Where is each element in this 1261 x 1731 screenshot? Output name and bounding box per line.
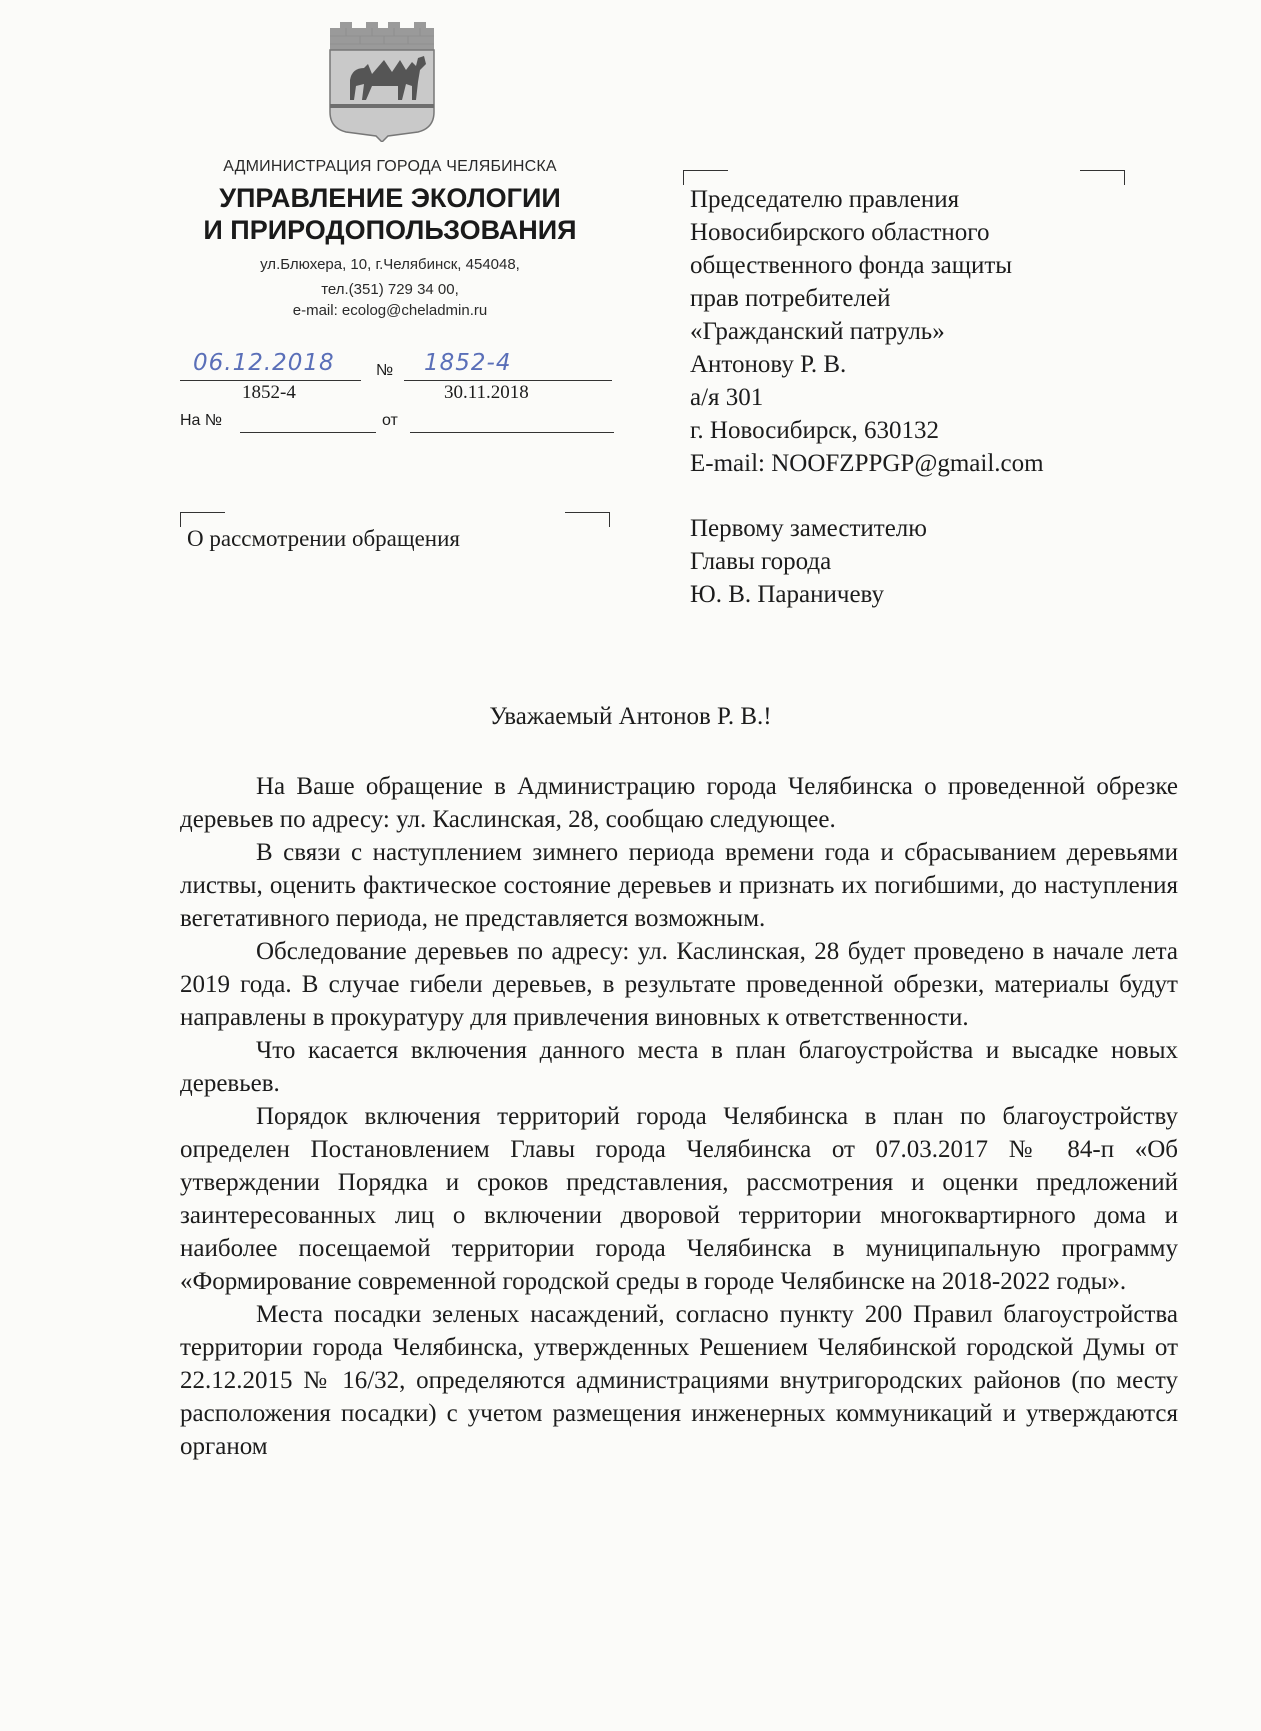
recipient-line: Антонову Р. В. bbox=[690, 351, 847, 378]
recipient-line: Главы города bbox=[690, 548, 832, 575]
body-paragraph: Обследование деревьев по адресу: ул. Каслинская, 28 будет проведено в начале лета 2019 года. В случае гибели деревьев, в результате проведенной обрезки, материалы будут направлены в прокуратуру для привлечения виновных к ответственности. bbox=[180, 938, 1178, 1031]
second-recipient-block bbox=[690, 512, 927, 611]
sender-address: ул.Блюхера, 10, г.Челябинск, 454048, bbox=[260, 256, 520, 273]
recipient-corner-right bbox=[1080, 170, 1125, 185]
body-paragraph: Места посадки зеленых насаждений, согласно пункту 200 Правил благоустройства территории города Челябинска, утвержденных Решением Челябинской городской Думы от 22.12.2015 № 16/32, определяются администрациями внутригородских районов (по месту расположения посадки) с учетом размещения инженерных коммуникаций и утверждаются органом bbox=[180, 1301, 1178, 1460]
recipient-line: Ю. В. Параничеву bbox=[690, 581, 884, 608]
sender-phone: тел.(351) 729 34 00, bbox=[321, 281, 459, 298]
recipient-line: г. Новосибирск, 630132 bbox=[690, 417, 940, 444]
reply-number-label: На № bbox=[180, 412, 223, 429]
number-sign: № bbox=[376, 362, 394, 379]
subject-corner-left bbox=[180, 512, 225, 527]
printed-number: 1852-4 bbox=[242, 382, 296, 403]
body-paragraph: Порядок включения территорий города Челябинска в план по благоустройству определен Постановлением Главы города Челябинска от 07.03.2017 № 84-п «Об утверждении Порядка и сроков представления, рассмотрения и оценки предложений заинтересованных лиц о включении дворовой территории многоквартирного дома и наиболее посещаемой территории города Челябинска в муниципальную программу «Формирование современной городской среды в городе Челябинске на 2018-2022 годы». bbox=[180, 1103, 1178, 1295]
recipient-line: Председателю правления bbox=[690, 186, 960, 213]
letter-greeting: Уважаемый Антонов Р. В.! bbox=[489, 703, 772, 730]
reply-from-underline bbox=[410, 432, 614, 433]
body-paragraph: На Ваше обращение в Администрацию города Челябинска о проведенной обрезке деревьев по адресу: ул. Каслинская, 28, сообщаю следующее. bbox=[180, 773, 1178, 833]
recipient-email: E-mail: NOOFZPPGP@gmail.com bbox=[690, 450, 1044, 477]
subject-corner-right bbox=[565, 512, 610, 527]
body-paragraph: В связи с наступлением зимнего периода времени года и сбрасыванием деревьями листвы, оценить фактическое состояние деревьев и признать их погибшими, до наступления вегетативного периода, не представляется возможным. bbox=[180, 839, 1178, 932]
printed-date: 30.11.2018 bbox=[444, 382, 529, 403]
recipient-line: а/я 301 bbox=[690, 384, 764, 411]
department-name-line1: УПРАВЛЕНИЕ ЭКОЛОГИИ bbox=[219, 183, 561, 213]
letter-body bbox=[180, 770, 1178, 1463]
recipient-line: прав потребителей bbox=[690, 285, 891, 312]
body-paragraph: Что касается включения данного места в план благоустройства и высадке новых деревьев. bbox=[180, 1037, 1178, 1097]
recipient-line: общественного фонда защиты bbox=[690, 252, 1013, 279]
sender-organization bbox=[175, 158, 605, 323]
date-underline bbox=[180, 380, 361, 381]
department-name-line2: И ПРИРОДОПОЛЬЗОВАНИЯ bbox=[203, 215, 577, 245]
recipient-block bbox=[690, 183, 1044, 480]
handwritten-date: 06.12.2018 bbox=[193, 350, 335, 376]
handwritten-number: 1852-4 bbox=[424, 350, 512, 376]
letter-subject: О рассмотрении обращения bbox=[187, 526, 460, 551]
reply-from-label: от bbox=[382, 412, 398, 429]
recipient-line: Первому заместителю bbox=[690, 515, 927, 542]
reply-number-underline bbox=[240, 432, 376, 433]
administration-name: АДМИНИСТРАЦИЯ ГОРОДА ЧЕЛЯБИНСКА bbox=[223, 158, 557, 175]
sender-email: e-mail: ecolog@cheladmin.ru bbox=[292, 302, 488, 319]
recipient-line: Новосибирского областного bbox=[690, 219, 990, 246]
recipient-line: «Гражданский патруль» bbox=[690, 318, 945, 345]
number-underline bbox=[404, 380, 612, 381]
city-coat-of-arms-icon bbox=[326, 20, 438, 142]
